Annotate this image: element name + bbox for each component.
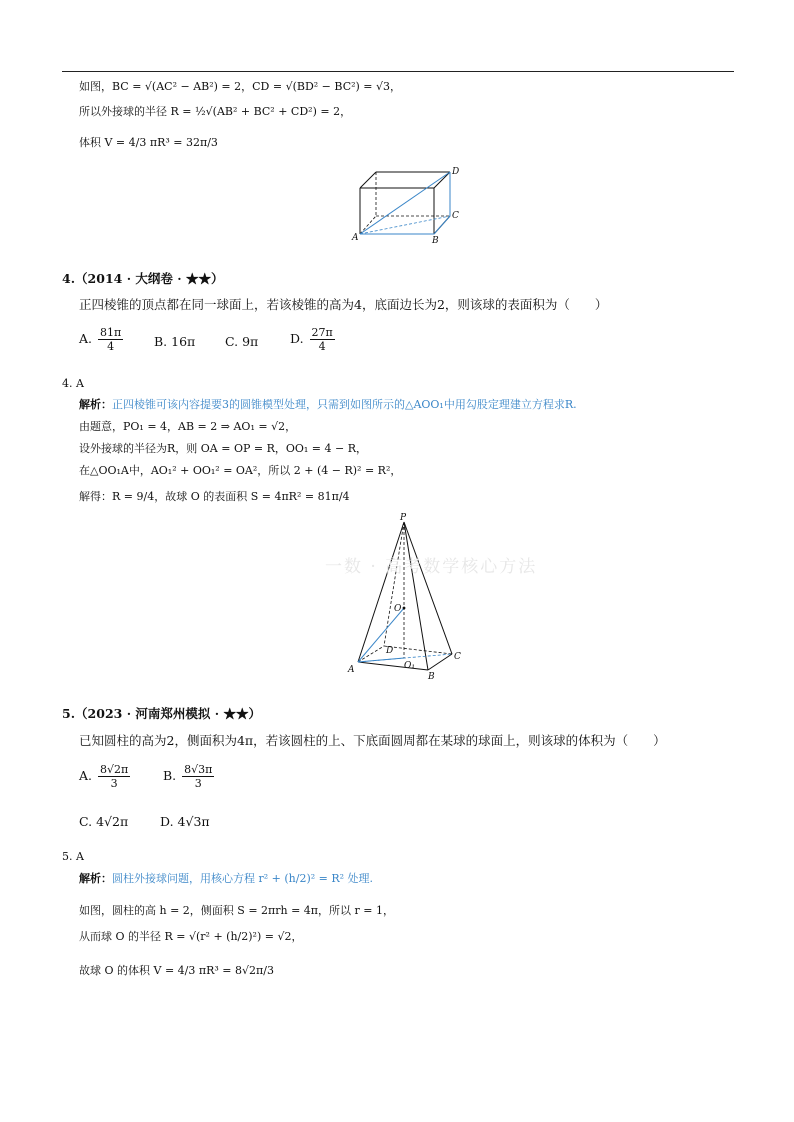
watermark: 一数 · 高考数学核心方法 bbox=[325, 557, 538, 577]
a5-step-2: 从而球 O 的半径 R = √(r² + (h/2)²) = √2， bbox=[79, 930, 303, 943]
q4-option-d-fraction: $\frac{27\pi}{4}$ bbox=[311, 326, 333, 353]
pyramid-label-o: O bbox=[394, 604, 402, 614]
q5-option-b-fraction: $\frac{8√3\pi}{3}$ bbox=[184, 763, 213, 790]
a5-answer: 5. A bbox=[62, 850, 84, 863]
a5-analysis-label: 解析： bbox=[79, 872, 112, 885]
q5-option-d: D. 4√3π bbox=[160, 814, 210, 829]
pyramid-label-o1: O₁ bbox=[404, 661, 415, 671]
a5-step-3: 故球 O 的体积 V = 4/3 πR³ = 8√2π/3 bbox=[79, 964, 274, 977]
a4-answer: 4. A bbox=[62, 377, 84, 390]
q5-option-b: B. $\frac{8√3\pi}{3}$ bbox=[163, 763, 213, 790]
a4-surface-area-value: 81π/4 bbox=[317, 490, 350, 503]
q4-option-c: C. 9π bbox=[225, 334, 259, 349]
a5-analysis-hint: 圆柱外接球问题，用核心方程 r² + (h/2)² = R² 处理. bbox=[112, 872, 374, 885]
pyramid-label-d: D bbox=[386, 646, 394, 656]
q4-option-b: B. 16π bbox=[154, 334, 196, 349]
q5-header: 5.（2023 · 河南郑州模拟 · ★★） bbox=[62, 706, 261, 721]
a4-analysis-hint: 正四棱锥可该内容提要3的圆锥模型处理，只需到如图所示的△AOO₁中用勾股定理建立方程求R. bbox=[112, 398, 577, 411]
a4-step-4: 解得：R = 9/4，故球 O 的表面积 S = 4πR² = 81π/4 bbox=[79, 490, 350, 503]
volume-expression: 4/3 πR³ = 32π/3 bbox=[128, 136, 218, 149]
cuboid-label-d: D bbox=[452, 167, 460, 177]
a5-volume-expression: 4/3 πR³ = 8√2π/3 bbox=[177, 964, 274, 977]
q4-option-a-fraction: $\frac{81\pi}{4}$ bbox=[100, 326, 122, 353]
pyramid-label-b: B bbox=[428, 672, 435, 682]
a5-step-1: 如图，圆柱的高 h = 2，侧面积 S = 2πrh = 4π，所以 r = 1， bbox=[79, 904, 395, 917]
a4-analysis bbox=[79, 398, 577, 412]
a4-step-2: 设外接球的半径为R，则 OA = OP = R，OO₁ = 4 − R， bbox=[79, 442, 368, 455]
cuboid-label-b: B bbox=[432, 236, 439, 246]
q4-option-a-key: A. bbox=[79, 331, 93, 346]
a4-radius-value: 9/4 bbox=[136, 490, 155, 503]
q4-header: 4.（2014 · 大纲卷 · ★★） bbox=[62, 271, 224, 286]
pyramid-figure bbox=[344, 512, 470, 682]
cuboid-figure bbox=[352, 164, 464, 244]
header-rule bbox=[62, 71, 734, 72]
q4-option-a bbox=[79, 326, 125, 353]
prev-solution-line-1: 如图，BC = √(AC² − AB²) = 2，CD = √(BD² − BC²) = √3， bbox=[79, 80, 402, 93]
pyramid-label-a: A bbox=[348, 665, 355, 675]
a4-step-3: 在△OO₁A中，AO₁² + OO₁² = OA²，所以 2 + (4 − R)² = R²， bbox=[79, 464, 402, 477]
q5-option-c: C. 4√2π bbox=[79, 814, 129, 829]
a5-analysis bbox=[79, 872, 373, 886]
q4-text: 正四棱锥的顶点都在同一球面上，若该棱锥的高为4，底面边长为2，则该球的表面积为（ ） bbox=[79, 297, 608, 312]
cuboid-label-c: C bbox=[452, 211, 459, 221]
q5-option-a-fraction: $\frac{8√2\pi}{3}$ bbox=[100, 763, 129, 790]
a4-step-1: 由题意，PO₁ = 4，AB = 2 ⇒ AO₁ = √2， bbox=[79, 420, 297, 433]
prev-solution-line-2: 所以外接球的半径 R = ½√(AB² + BC² + CD²) = 2， bbox=[79, 105, 352, 118]
q5-text: 已知圆柱的高为2，侧面积为4π，若该圆柱的上、下底面圆周都在某球的球面上，则该球的体积为（ ） bbox=[79, 733, 666, 748]
cuboid-label-a: A bbox=[352, 233, 359, 243]
q4-option-d: D. $\frac{27\pi}{4}$ bbox=[290, 326, 333, 353]
volume-label: 体积 V = bbox=[79, 136, 126, 149]
prev-solution-line-3 bbox=[79, 136, 218, 150]
a4-analysis-label: 解析： bbox=[79, 398, 112, 411]
pyramid-label-p: P bbox=[400, 513, 407, 523]
q5-option-a: A. $\frac{8√2\pi}{3}$ bbox=[79, 763, 129, 790]
pyramid-label-c: C bbox=[454, 652, 461, 662]
